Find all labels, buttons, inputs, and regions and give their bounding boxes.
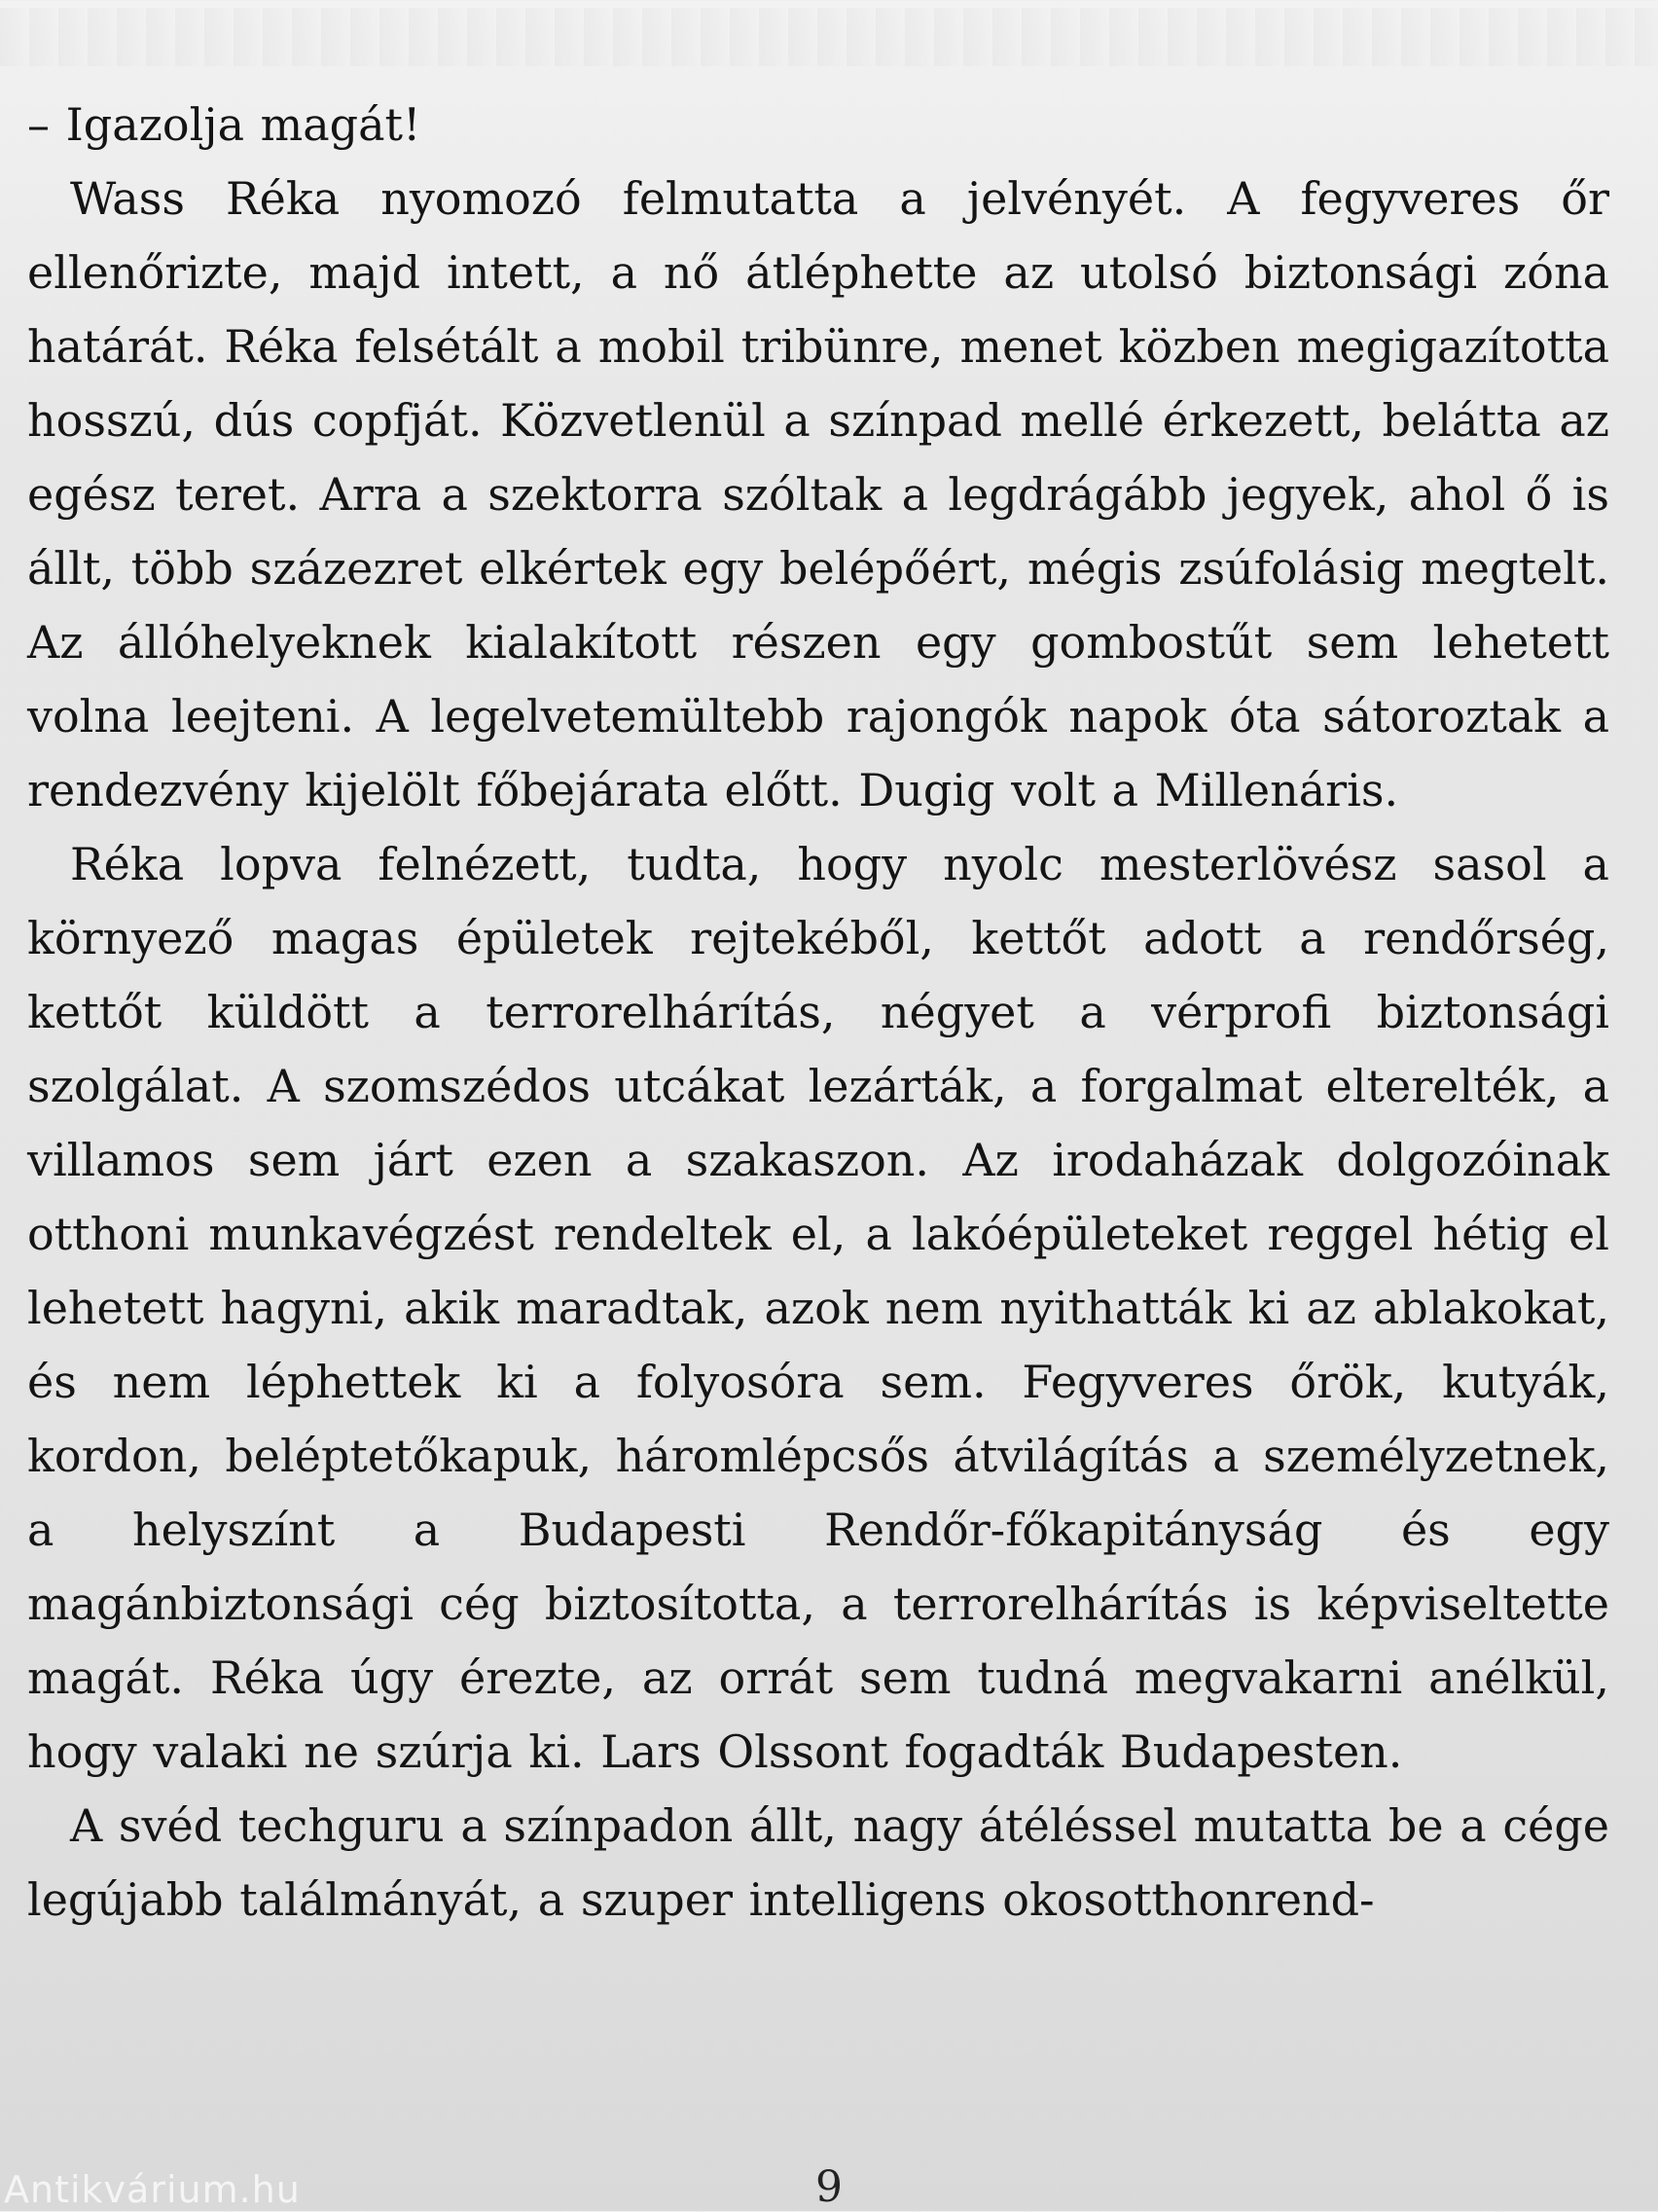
paragraph-1: Wass Réka nyomozó felmutatta a jelvényét. A fegyveres őr ellenőrizte, majd intett, a nő átléphette az utolsó biztonsági zóna határát. Réka felsétált a mobil tribünre, menet közben megigazította hosszú, dús copfját. Közvetlenül a színpad mellé érkezett, belátta az egész teret. Arra a szektorra szóltak a legdrágább jegyek, ahol ő is állt, több százezret elkértek egy belépőért, mégis zsúfolásig megtelt. Az állóhelyeknek kialakított részen egy gombostűt sem lehetett volna leejteni. A legelvetemültebb rajongók napok óta sátoroztak a rendezvény kijelölt főbejárata előtt. Dugig volt a Millenáris. bbox=[27, 172, 1609, 816]
paragraph-3: A svéd techguru a színpadon állt, nagy átéléssel mutatta be a cége legújabb találmányát, a szuper intelligens okosotthonrend- bbox=[27, 1799, 1609, 1926]
bleed-through-text bbox=[0, 8, 1658, 66]
watermark: Antikvárium.hu bbox=[4, 2168, 301, 2211]
paragraph-2: Réka lopva felnézett, tudta, hogy nyolc mesterlövész sasol a környező magas épületek rejtekéből, kettőt adott a rendőrség, kettőt küldött a terrorelhárítás, négyet a vérprofi biztonsági szolgálat. A szomszédos utcákat lezárták, a forgalmat elterelték, a villamos sem járt ezen a szakaszon. Az irodaházak dolgozóinak otthoni munkavégzést rendeltek el, a lakóépületeket reggel hétig el lehetett hagyni, akik maradtak, azok nem nyithatták ki az ablakokat, és nem léphettek ki a folyosóra sem. Fegyveres őrök, kutyák, kordon, beléptetőkapuk, háromlépcsős átvilágítás a személyzetnek, a helyszínt a Budapesti Rendőr-főkapitányság és egy magánbiztonsági cég biztosította, a terrorelhárítás is képviseltette magát. Réka úgy érezte, az orrát sem tudná megvakarni anélkül, hogy valaki ne szúrja ki. Lars Olssont fogadták Budapesten. bbox=[27, 838, 1609, 1778]
page-number: 9 bbox=[815, 2162, 843, 2212]
dialogue-line: – Igazolja magát! bbox=[27, 98, 421, 151]
book-page-text bbox=[27, 88, 1609, 1937]
